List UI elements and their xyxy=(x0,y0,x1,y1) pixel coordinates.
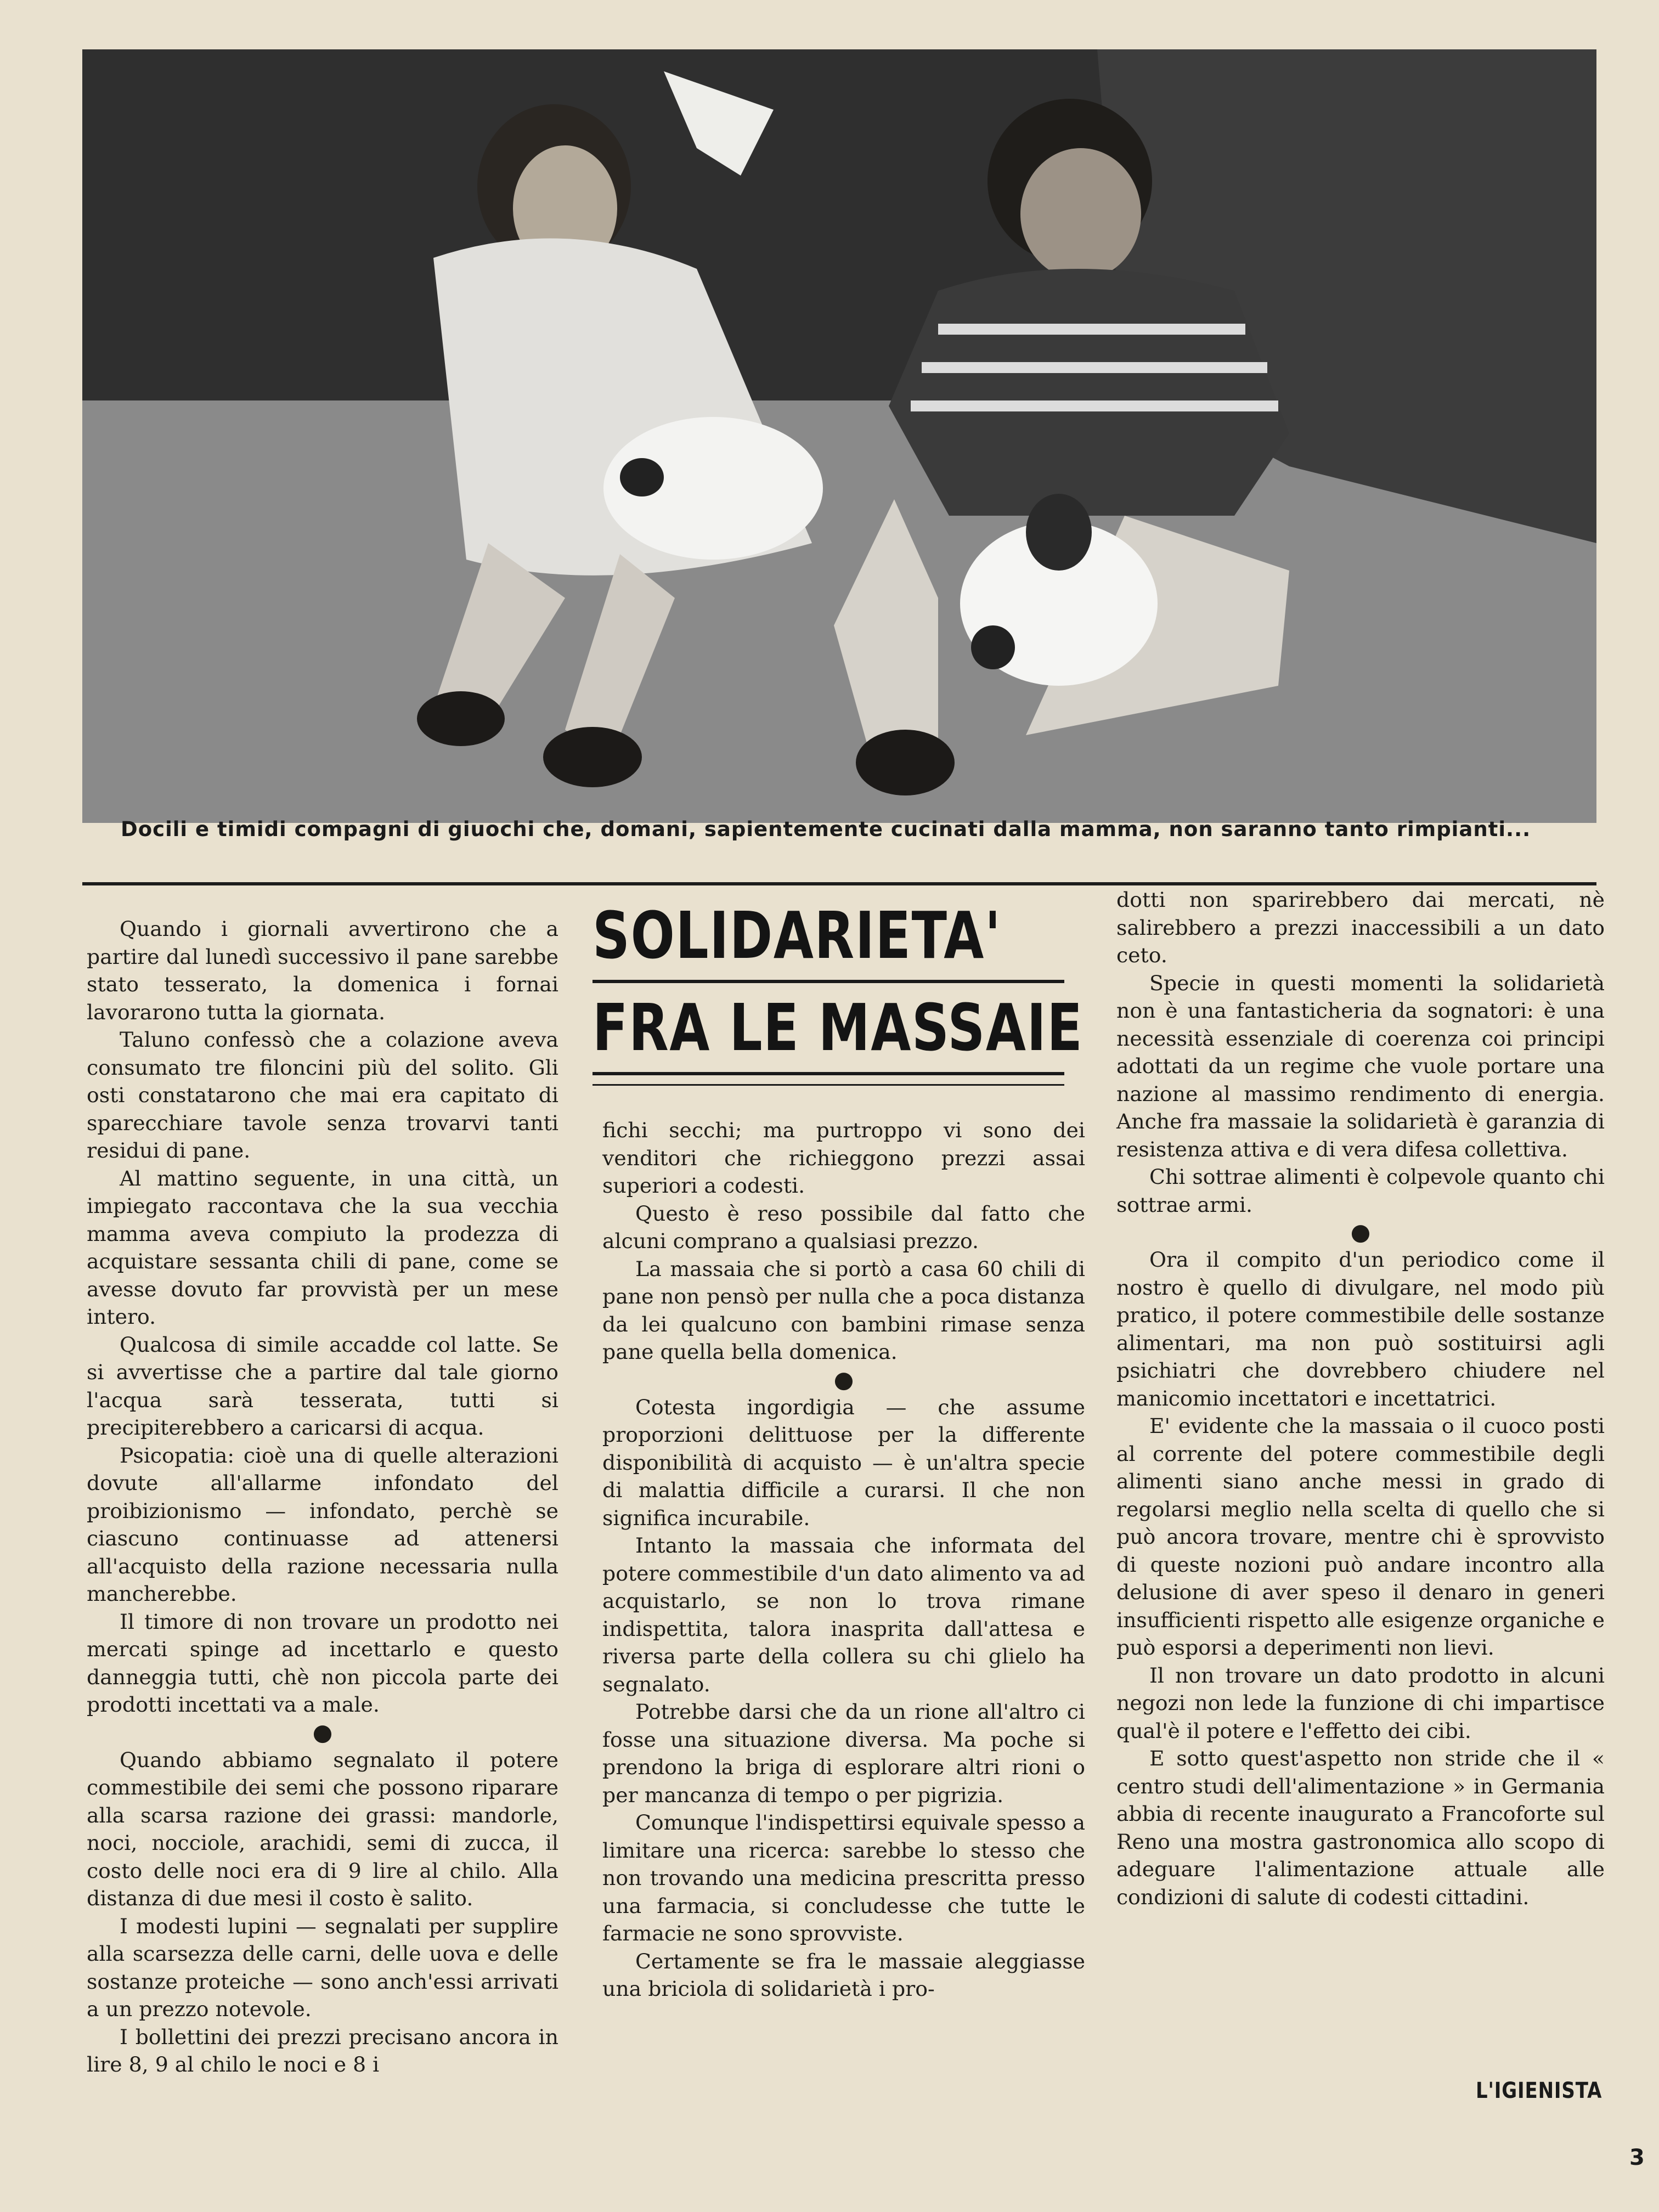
paragraph: Cotesta ingordigia — che assume proporzioni delittuose per la differente disponibilità di acquisto — è un'altra specie di malattia difficile a curarsi. Il che non significa incurabile. xyxy=(602,1395,1085,1530)
paragraph: Certamente se fra le massaie aleggiasse una briciola di solidarietà i pro- xyxy=(602,1949,1085,2001)
paragraph: Chi sottrae alimenti è colpevole quanto chi sottrae armi. xyxy=(1116,1165,1605,1217)
paragraph: dotti non sparirebbero dai mercati, nè salirebbero a prezzi inaccessibili a un dato ceto. xyxy=(1116,888,1605,967)
caption-divider xyxy=(82,882,1596,885)
paragraph: Quando abbiamo segnalato il potere commestibile dei semi che possono riparare alla scarsa razione dei grassi: mandorle, noci, nocciole, arachidi, semi di zucca, il costo delle noci era di 9 lire al chilo. Alla distanza di due mesi il costo è salito. xyxy=(87,1747,558,1910)
photo-caption: Docili e timidi compagni di giuochi che, domani, sapientemente cucinati dalla mamma, non saranno tanto rimpianti... xyxy=(121,817,1531,841)
section-bullet: ● xyxy=(833,1365,854,1393)
paragraph: Questo è reso possibile dal fatto che alcuni comprano a qualsiasi prezzo. xyxy=(602,1201,1085,1253)
paragraph: La massaia che si portò a casa 60 chili di pane non pensò per nulla che a poca distanza da lei qualcuno con bambini rimase senza pane quella bella domenica. xyxy=(602,1256,1085,1364)
paragraph: Intanto la massaia che informata del potere commestibile d'un dato alimento va ad acquistarlo, se non lo trova rimane indispettita, talora inasprita dall'attesa e riversa parte della collera su chi glielo ha segnalato. xyxy=(602,1533,1085,1696)
title-rule-bottom-thin xyxy=(592,1084,1064,1086)
column-1 xyxy=(87,915,558,2079)
section-bullet: ● xyxy=(1350,1218,1371,1245)
paragraph: Psicopatia: cioè una di quelle alterazioni dovute all'allarme infondato del proibizionismo — infondato, perchè se ciascuno continuasse ad attenersi all'acquisto della razione necessaria nulla mancherebbe. xyxy=(87,1443,558,1606)
column-2 xyxy=(602,1116,1085,2003)
title-line-1: SOLIDARIETA' xyxy=(592,898,1002,973)
paragraph: Qualcosa di simile accadde col latte. Se si avvertisse che a partire dal tale giorno l'acqua sarà tesserata, tutti si precipiterebbero a caricarsi di acqua. xyxy=(87,1332,558,1440)
paragraph: Quando i giornali avvertirono che a partire dal lunedì successivo il pane sarebbe stato tesserato, la domenica i fornai lavorarono tutta la giornata. xyxy=(87,917,558,1024)
page-number: 3 xyxy=(1629,2145,1645,2170)
paragraph: I modesti lupini — segnalati per supplire alla scarsezza delle carni, delle uova e delle sostanze proteiche — sono anch'essi arrivati a un prezzo notevole. xyxy=(87,1914,558,2021)
paragraph: fichi secchi; ma purtroppo vi sono dei venditori che richieggono prezzi assai superiori a codesti. xyxy=(602,1118,1085,1198)
photo-children-with-rabbits xyxy=(82,49,1596,823)
paragraph: I bollettini dei prezzi precisano ancora in lire 8, 9 al chilo le noci e 8 i xyxy=(87,2024,558,2076)
paragraph: Ora il compito d'un periodico come il nostro è quello di divulgare, nel modo più pratico, il potere commestibile delle sostanze alimentari, ma non può sostituirsi agli psichiatri che dovrebbero chiudere nel manicomio incettatori e incettatrici. xyxy=(1116,1248,1605,1410)
paragraph: Il non trovare un dato prodotto in alcuni negozi non lede la funzione di chi impartisce qual'è il potere e l'effetto dei cibi. xyxy=(1116,1663,1605,1743)
paragraph: E sotto quest'aspetto non stride che il « centro studi dell'alimentazione » in Germania abbia di recente inaugurato a Francoforte sul Reno una mostra gastronomica allo scopo di adeguare l'alimentazione attuale alle condizioni di salute di codesti cittadini. xyxy=(1116,1746,1605,1909)
paragraph: Taluno confessò che a colazione aveva consumato tre filoncini più del solito. Gli osti constatarono che mai era capitato di sparecchiare tavole senza trovarvi tanti residui di pane. xyxy=(87,1028,558,1163)
paragraph: Il timore di non trovare un prodotto nei mercati spinge ad incettarlo e questo danneggia tutti, chè non piccola parte dei prodotti incettati va a male. xyxy=(87,1609,558,1717)
photo-illustration xyxy=(82,49,1596,823)
paragraph: Specie in questi momenti la solidarietà non è una fantasticheria da sognatori: è una necessità essenziale di coerenza coi principi adottati da un regime che vuole portare una nazione al massimo rendimento di energia. Anche fra massaie la solidarietà è garanzia di resistenza attiva e di vera difesa collettiva. xyxy=(1116,970,1605,1161)
title-rule xyxy=(592,980,1064,983)
column-3 xyxy=(1116,886,1605,1911)
paragraph: E' evidente che la massaia o il cuoco posti al corrente del potere commestibile degli alimenti siano anche messi in grado di regolarsi meglio nella scelta di quello che si può ancora trovare, mentre chi è sprovvisto di queste nozioni può andare incontro alla delusione di aver speso il denaro in generi insufficienti rispetto alle esigenze organiche e può esporsi a deperimenti non lievi. xyxy=(1116,1414,1605,1660)
paragraph: Al mattino seguente, in una città, un impiegato raccontava che la sua vecchia mamma aveva compiuto la prodezza di acquistare sessanta chili di pane, come se avesse dovuto far provvistà per un mese intero. xyxy=(87,1166,558,1329)
paragraph: Potrebbe darsi che da un rione all'altro ci fosse una situazione diversa. Ma poche si prendono la briga di esplorare altri rioni o per mancanza di tempo o per pigrizia. xyxy=(602,1700,1085,1807)
magazine-logo: L'IGIENISTA xyxy=(1476,2078,1602,2103)
title-line-2: FRA LE MASSAIE xyxy=(592,990,1084,1065)
section-bullet: ● xyxy=(312,1718,333,1746)
paragraph: Comunque l'indispettirsi equivale spesso a limitare una ricerca: sarebbe lo stesso che non trovando una medicina prescritta presso una farmacia, si concludesse che tutte le farmacie ne sono sprovviste. xyxy=(602,1810,1085,1945)
title-rule-bottom xyxy=(592,1072,1064,1075)
article-title xyxy=(592,898,1084,1081)
